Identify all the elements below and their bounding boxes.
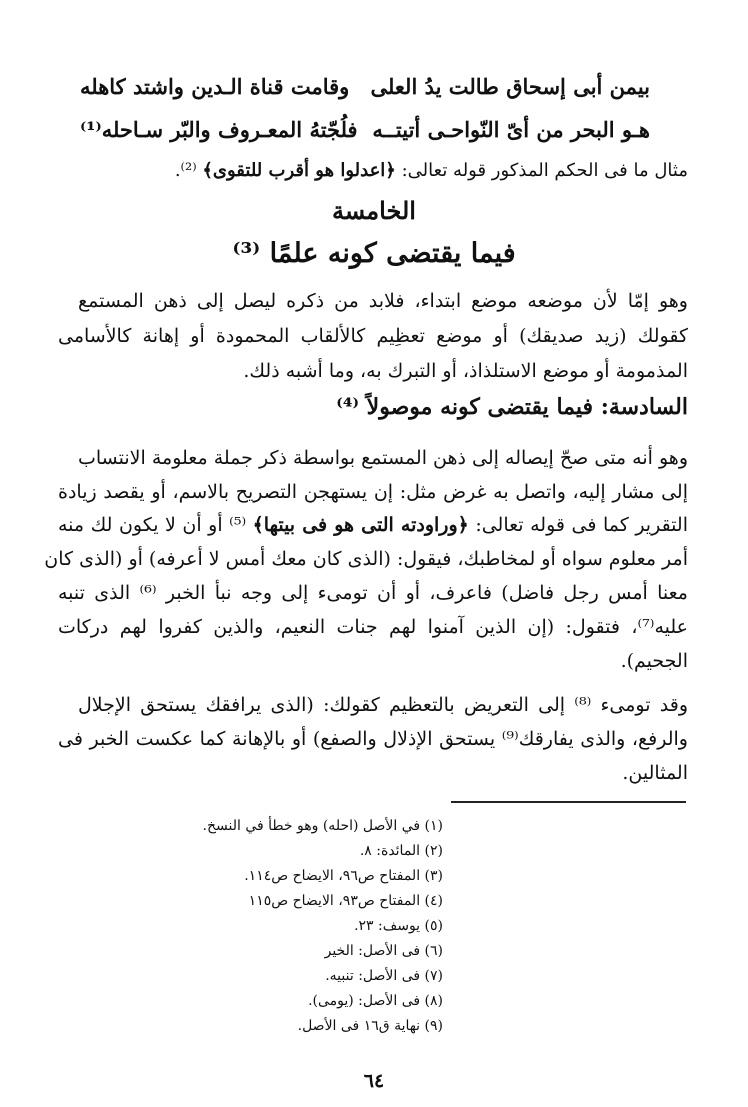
footnote: (٩) نهاية ق١٦ فى الأصل. (297, 1018, 443, 1034)
paragraph-line: وهو إمّا لأن موضعه موضع ابتداء، فلابد من ذكره ليصل إلى ذهن المستمع (78, 290, 688, 312)
footnote: (٣) المفتاح ص٩٦، الايضاح ص١١٤. (244, 868, 443, 884)
poem-line (80, 74, 650, 118)
paragraph-line: المذمومة أو موضع الاستلذاذ، أو التبرك به، وما أشبه ذلك. (243, 360, 688, 382)
poem-hemistich-first: هـو البحر من أىّ النّواحـى أتيتــه (372, 117, 650, 142)
footnote: (٨) فى الأصل: (يومى). (308, 993, 443, 1009)
paragraph-line: والرفع، والذى يفارقك⁽⁹⁾ يستحق الإذلال والصفع) أو بالإهانة كما عكست الخبر فى (58, 728, 688, 750)
paragraph-line (58, 514, 688, 536)
page-number: ٦٤ (363, 1070, 385, 1092)
quran-verse: ﴿اعدلوا هو أقرب للتقوى﴾ (202, 160, 396, 181)
quran-verse: ﴿وراودته التى هو فى بيتها﴾ (252, 514, 469, 536)
paragraph-line: وقد تومىء ⁽⁸⁾ إلى التعريض بالتعظيم كقولك: (الذى يرافقك يستحق الإجلال (78, 694, 688, 716)
section-title: الخامسة (332, 196, 416, 225)
text-span: ⁽⁵⁾ أو أن لا يكون لك منه (58, 514, 247, 536)
footnote: (١) في الأصل (احله) وهو خطأ في النسخ. (202, 818, 443, 834)
footnote: (٧) فى الأصل: تنبيه. (325, 968, 443, 984)
footnote-ref: ⁽²⁾. (174, 160, 197, 181)
poem-hemistich-second: فلُجّتهُ المعـروف والبّر سـاحله⁽¹⁾ (80, 117, 358, 142)
paragraph-line: معنا أمس رجل فاضل) فاعرف، أو أن تومىء إلى وجه نبأ الخبر ⁽⁶⁾ الذى تنبه (58, 582, 688, 604)
section-subtitle: فيما يقتضى كونه علمًا ⁽³⁾ (232, 238, 516, 269)
footnote-divider (451, 801, 686, 803)
example-text: مثال ما فى الحكم المذكور قوله تعالى: (401, 160, 688, 181)
footnote: (٤) المفتاح ص٩٣، الايضاح ص١١٥ (248, 893, 443, 909)
text-span: التقرير كما فى قوله تعالى: (475, 514, 688, 536)
paragraph-line: إلى مشار إليه، واتصل به غرض مثل: إن يستهجن التصريح بالاسم، أو يقصد زيادة (58, 481, 688, 503)
footnote: (٥) يوسف: ٢٣. (354, 918, 443, 934)
paragraph-line: أمر معلوم سواه أو لمخاطبك، فيقول: (الذى كان معك أمس لا أعرفه) أو (الذى كان (44, 548, 688, 570)
footnote: (٦) فى الأصل: الخير (324, 943, 443, 959)
poem-hemistich-second: وقامت قناة الـدين واشتد كاهله (80, 74, 350, 99)
example-line (58, 160, 688, 181)
section-heading: السادسة: فيما يقتضى كونه موصولاً ⁽⁴⁾ (336, 394, 688, 420)
paragraph-line: وهو أنه متى صحّ إيصاله إلى ذهن المستمع بواسطة ذكر جملة معلومة الانتساب (78, 447, 688, 469)
footnote: (٢) المائدة: ٨. (359, 843, 443, 859)
poem-line (80, 117, 650, 161)
paragraph-line: عليه⁽⁷⁾، فتقول: (إن الذين آمنوا لهم جنات النعيم، والذين كفروا لهم دركات (58, 616, 688, 638)
paragraph-line: كقولك (زيد صديقك) أو موضع تعظِيم كالألقاب المحمودة أو إهانة كالأسامى (58, 325, 688, 347)
paragraph-line: الجحيم). (620, 650, 688, 672)
paragraph-line: المثالين. (622, 762, 688, 784)
poem-hemistich-first: بيمن أبى إسحاق طالت يدُ العلى (370, 74, 650, 99)
